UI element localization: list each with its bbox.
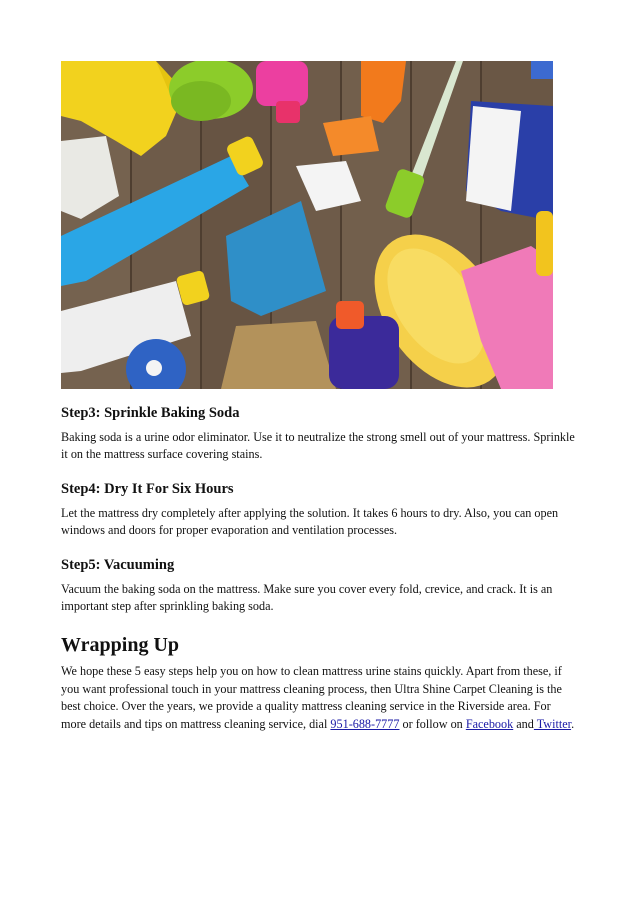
facebook-link[interactable]: Facebook (465, 716, 514, 731)
step3-heading: Step3: Sprinkle Baking Soda (61, 405, 240, 421)
wrapup-paragraph (61, 663, 577, 733)
wrapup-heading: Wrapping Up (61, 634, 180, 657)
twitter-link[interactable]: Twitter (533, 716, 572, 731)
cleaning-supplies-photo (61, 61, 553, 389)
photo-illustration (61, 61, 553, 389)
wrapup-text: We hope these 5 easy steps help you on how to clean mattress urine stains quickly. Apart from these, if you want professional touch in your mattress cleaning process, then Ultra Shine Carpet Cleaning is the best choice. Over the years, we provide a quality mattress cleaning service in the Riverside area. For more details and tips on mattress cleaning service, dial (61, 664, 562, 731)
wrapup-follow-text: or follow on (399, 716, 466, 731)
phone-link[interactable]: 951-688-7777 (330, 716, 400, 731)
step5-text: Vacuum the baking soda on the mattress. Make sure you cover every fold, crevice, and crack. It is an important step after sprinkling baking soda. (61, 581, 553, 614)
wrapup-period: . (571, 716, 575, 731)
article-body (61, 404, 577, 749)
step5-heading: Step5: Vacuuming (61, 556, 175, 573)
step4-heading: Step4: Dry It For Six Hours (61, 480, 234, 497)
step4-text: Let the mattress dry completely after applying the solution. It takes 6 hours to dry. Also, you can open windows and doors for proper evaporation and ventilation processes. (61, 505, 559, 538)
wrapup-and-text: and (513, 716, 534, 731)
step3-text: Baking soda is a urine odor eliminator. Use it to neutralize the strong smell out of your mattress. Sprinkle it on the mattress surface covering stains. (61, 430, 575, 462)
